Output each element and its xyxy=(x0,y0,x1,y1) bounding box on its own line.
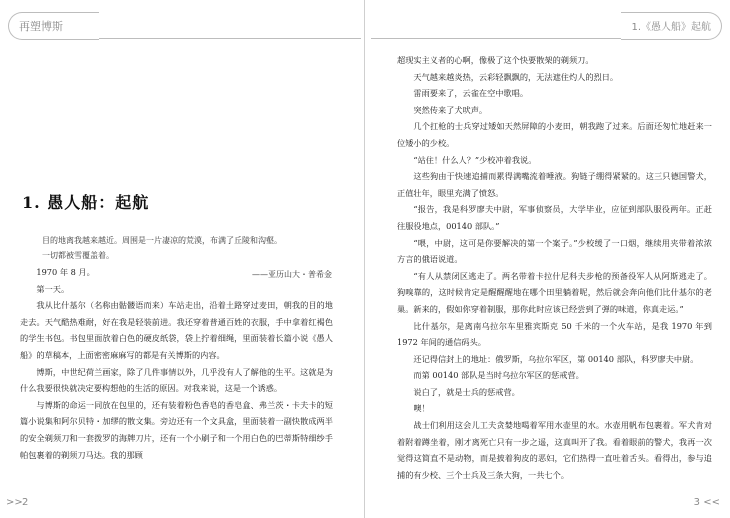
epigraph-line: 目的地离我越来越近。周围是一片凄凉的荒漠，布满了丘陵和沟壑。 xyxy=(42,236,282,245)
paragraph: 我从比什基尔（名称由骷髅语而来）车站走出，沿着土路穿过麦田，朝我的目的地走去。天气酷热难耐，好在我是轻装前进。我还穿着普通百姓的衣服，手中拿着红褐色的学生书包。书包里面放着白色的硬皮纸袋，袋上拧着细绳，里面装着长篇小说《愚人船》的草稿本，上面密密麻麻写的都是有关博斯的内容。 xyxy=(20,300,333,360)
paragraph: 突然传来了犬吠声。 xyxy=(413,104,488,115)
paragraph: 天气越来越炎热，云彩轻飘飘的，无法遮住灼人的烈日。 xyxy=(413,71,619,82)
paragraph: “喂，中尉，这可是你要解决的第一个案子。”少校缓了一口烟，继续用夹带着浓浓方言的俄语说道。 xyxy=(397,237,712,265)
epigraph-attribution: ——亚历山大・普希金 xyxy=(252,270,332,279)
paragraph: 而第 00140 部队是当时乌拉尔军区的惩戒营。 xyxy=(413,370,584,381)
left-page-number: 2 xyxy=(22,497,29,508)
right-page xyxy=(365,0,730,518)
paragraph: “站住！什么人？”少校冲着我说。 xyxy=(413,154,537,165)
paragraph: 噢！ xyxy=(413,403,430,414)
paragraph: “有人从禁闭区逃走了。两名带着卡拉什尼科夫步枪的预备役军人从阿斯逃走了。狗嗅靠的，这时候肯定是醒醒醒地在哪个田里躺着呢，然后就会奔向他们比什基尔的老巢。新来的，假如你穿着制服，那你此时应该已经尝到了弹的味道，你真走运。” xyxy=(397,270,712,314)
left-header-label: 再塑博斯 xyxy=(19,20,63,33)
paragraph: 博斯，中世纪荷兰画家，除了几件事情以外，几乎没有人了解他的生平。这就是为什么我要很快就决定要构想他的生活的原因。对我来说，这是一个诱惑。 xyxy=(20,366,333,394)
right-body-text xyxy=(397,52,712,483)
chapter-title: 1. 愚人船：起航 xyxy=(22,193,150,212)
right-page-number: 3 xyxy=(693,497,700,508)
previous-page-button[interactable]: >> xyxy=(6,497,23,508)
left-body-text xyxy=(20,264,333,463)
right-header-tab xyxy=(621,12,722,40)
left-header-rule xyxy=(99,38,361,39)
epigraph-line: 一切都被雪覆盖着。 xyxy=(42,251,114,260)
right-header-label: 1.《愚人船》起航 xyxy=(631,22,711,33)
paragraph: 还记得信封上的地址：俄罗斯，乌拉尔军区，第 00140 部队，科罗廖夫中尉。 xyxy=(413,353,699,364)
paragraph: 这些狗由于快速追捕而累得满嘴流着唾液。狗链子绷得紧紧的。这三只德国警犬，正值壮年，眼里充满了愤怒。 xyxy=(397,171,712,198)
left-header-tab xyxy=(8,12,99,40)
paragraph: 战士们利用这会儿工夫贪婪地喝着军用水壶里的水。水壶用帆布包裹着。军犬肯对着附着蹲坐着，刚才离死亡只有一步之遥，这真叫开了我。看着眼前的警犬，我再一次觉得这简直不是动物，而是披着狗皮的恶妇，它们热得一直吐着舌头。看得出，参与追捕的有少校、三个士兵及三条大狗，一共七个。 xyxy=(397,420,712,480)
paragraph: 与博斯的命运一同放在包里的，还有装着粉色香皂的香皂盒、弗兰茨・卡夫卡的短篇小说集和阿尔贝特・加缪的散文集。旁边还有一个文具盒，里面装着一副快散成两半的安全剃须刀和一套拨罗的海牌刀片，还有一个小刷子和一个用白色的巴蒂斯特细纱手帕包裹着的剃须刀马达。我的那顾 xyxy=(20,399,333,460)
paragraph: 雷雨要来了，云雀在空中歌唱。 xyxy=(413,88,529,99)
paragraph: 超现实主义者的心啊，像极了这个快要散架的剃须刀。 xyxy=(397,55,594,65)
paragraph: 1970 年 8 月。 xyxy=(36,267,95,277)
paragraph: 第一天。 xyxy=(36,283,70,294)
paragraph: 说白了，就是士兵的惩戒营。 xyxy=(413,386,520,397)
next-page-button[interactable]: << xyxy=(703,497,720,508)
paragraph: “报告，我是科罗廖夫中尉，军事侦察员，大学毕业，应征到部队服役两年。正赶往服役地点，00140 部队。” xyxy=(397,204,712,231)
right-header-rule xyxy=(371,38,621,39)
paragraph: 比什基尔，是离南乌拉尔车里雅宾斯克 50 千米的一个火车站，是我 1970 年到 1972 年间的通信码头。 xyxy=(397,320,712,348)
paragraph: 几个扛枪的士兵穿过矮如天然屏障的小麦田，朝我跑了过来。后面还匆忙地赶来一位矮小的少校。 xyxy=(397,121,712,148)
